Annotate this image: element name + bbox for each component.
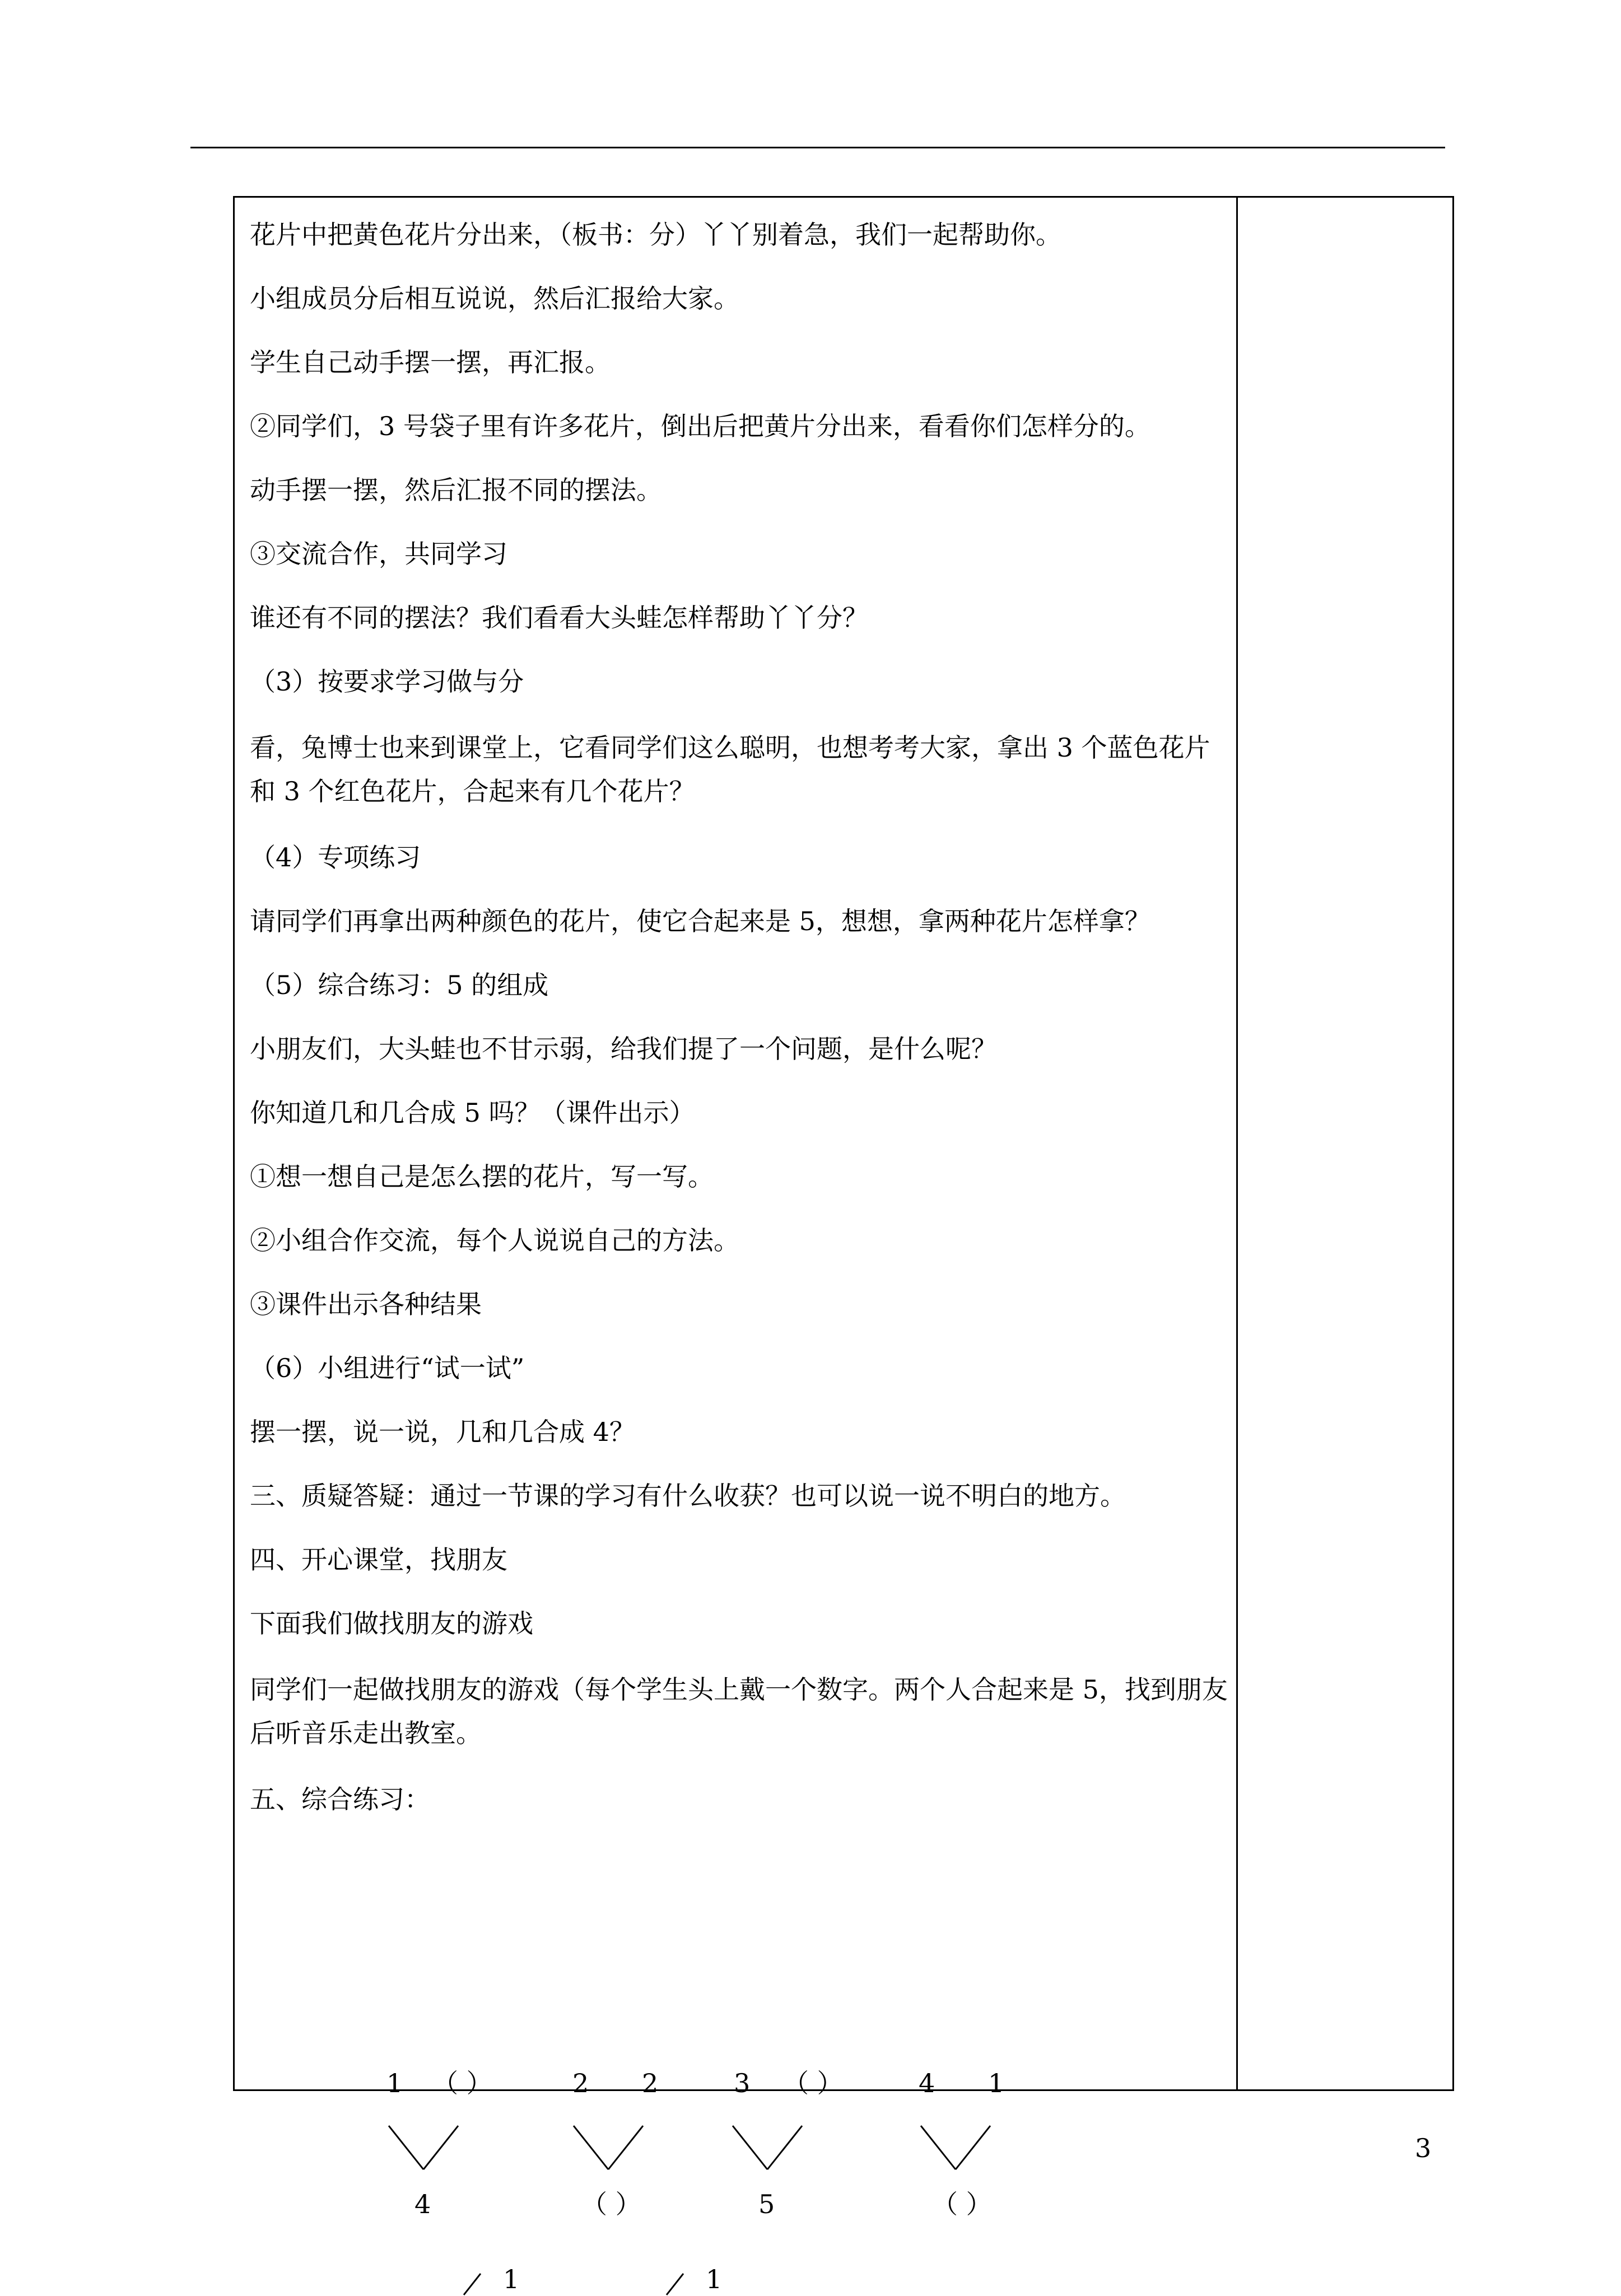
notes-column-divider	[1236, 198, 1238, 2089]
paragraph: 五、综合练习：	[250, 1784, 430, 1814]
decomposition-fork-1	[384, 2122, 463, 2173]
paragraph: 摆一摆，说一说，几和几合成 4？	[250, 1417, 635, 1447]
paragraph: 小朋友们，大头蛙也不甘示弱，给我们提了一个问题，是什么呢？	[250, 1034, 997, 1064]
paragraph: 看，兔博士也来到课堂上，它看同学们这么聪明，也想考考大家，拿出 3 个蓝色花片和 3 个红色花片，合起来有几个花片？	[250, 732, 1210, 806]
exercise-number: 2	[642, 2068, 659, 2098]
paragraph: 学生自己动手摆一摆，再汇报。	[250, 347, 611, 377]
paragraph: 四、开心课堂，找朋友	[250, 1544, 507, 1575]
paragraph: 谁还有不同的摆法？我们看看大头蛙怎样帮助丫丫分？	[250, 603, 868, 633]
paragraph: ③交流合作，共同学习	[250, 539, 507, 569]
paragraph: 请同学们再拿出两种颜色的花片，使它合起来是 5，想想，拿两种花片怎样拿？	[250, 906, 1150, 936]
page-number: 3	[1415, 2133, 1432, 2163]
decomposition-fork-4	[916, 2122, 995, 2173]
exercise-blank: （ ）	[932, 2189, 992, 2219]
paragraph: （3）按要求学习做与分	[250, 666, 524, 697]
paragraph: 你知道几和几合成 5 吗？（课件出示）	[250, 1098, 695, 1128]
exercise-blank: （ ）	[783, 2068, 843, 2098]
paragraph: 三、质疑答疑：通过一节课的学习有什么收获？也可以说一说不明白的地方。	[250, 1481, 1126, 1511]
paragraph: 动手摆一摆，然后汇报不同的摆法。	[250, 475, 662, 505]
paragraph: ③课件出示各种结果	[250, 1289, 482, 1319]
paragraph: ②同学们，3 号袋子里有许多花片，倒出后把黄片分出来，看看你们怎样分的。	[250, 411, 1150, 441]
decomposition-fork-2	[569, 2122, 648, 2173]
exercise-number: 4	[919, 2068, 935, 2098]
header-rule	[190, 147, 1445, 148]
paragraph: 小组成员分后相互说说，然后汇报给大家。	[250, 283, 739, 314]
paragraph: （5）综合练习：5 的组成	[250, 970, 549, 1000]
exercise-blank: （ ）	[432, 2068, 492, 2098]
exercise-number: 1	[706, 2264, 723, 2294]
lesson-content	[250, 215, 1236, 1844]
paragraph: ①想一想自己是怎么摆的花片，写一写。	[250, 1161, 714, 1192]
exercise-top-row	[0, 2066, 1621, 2100]
paragraph: 下面我们做找朋友的游戏	[250, 1608, 533, 1639]
paragraph: （4）专项练习	[250, 842, 421, 872]
paragraph: ②小组合作交流，每个人说说自己的方法。	[250, 1225, 739, 1256]
exercise-number: 5	[758, 2189, 775, 2219]
exercise-number: 1	[988, 2068, 1005, 2098]
decomposition-fork-3	[728, 2122, 807, 2173]
exercise-number: 4	[414, 2189, 431, 2219]
paragraph: （6）小组进行“试一试”	[250, 1353, 525, 1383]
exercise-bottom-row	[0, 2187, 1621, 2221]
paragraph: 花片中把黄色花片分出来，（板书：分）丫丫别着急，我们一起帮助你。	[250, 220, 1061, 250]
exercise-number: 1	[503, 2264, 520, 2294]
exercise-number: 1	[386, 2068, 403, 2098]
exercise-blank: （ ）	[581, 2189, 641, 2219]
exercise-number: 3	[734, 2068, 751, 2098]
paragraph: 同学们一起做找朋友的游戏（每个学生头上戴一个数字。两个人合起来是 5，找到朋友后听音乐走出教室。	[250, 1674, 1228, 1748]
exercise-number: 2	[572, 2068, 589, 2098]
